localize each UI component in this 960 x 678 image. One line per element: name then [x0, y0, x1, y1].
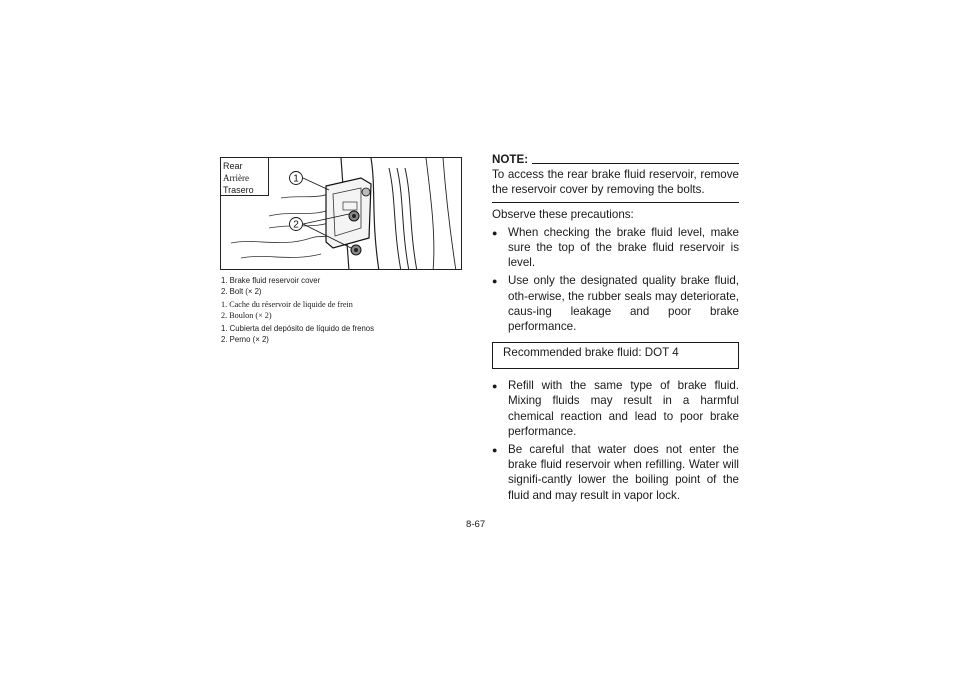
precautions-intro: Observe these precautions: — [492, 207, 634, 221]
label-rear-en: Rear — [223, 161, 243, 171]
caption-en-2: 2. Bolt (× 2) — [221, 286, 262, 296]
bullet-icon: ● — [492, 276, 498, 287]
bullet-icon: ● — [492, 227, 498, 238]
label-rear-es: Trasero — [223, 185, 254, 195]
precaution-item — [492, 378, 739, 439]
precaution-item — [492, 273, 739, 334]
caption-es-2: 2. Perno (× 2) — [221, 334, 269, 344]
precaution-text: When checking the brake fluid level, make sure the top of the brake fluid reservoir is level. — [508, 225, 739, 270]
note-text: To access the rear brake fluid reservoir, remove the reservoir cover by removing the bolts. — [492, 168, 739, 197]
precaution-text: Use only the designated quality brake fluid, oth-erwise, the rubber seals may deteriorate, caus-ing leakage and poor brake performance. — [508, 274, 739, 334]
callout-2: 2 — [293, 219, 299, 231]
recommended-fluid-box — [492, 342, 739, 369]
instructions-column — [492, 152, 739, 503]
note-rule — [532, 163, 739, 164]
caption-english — [221, 276, 461, 297]
caption-en-1: 1. Brake fluid reservoir cover — [221, 276, 321, 285]
caption-fr-2: 2. Boulon (× 2) — [221, 310, 272, 320]
note-label: NOTE: — [492, 153, 529, 166]
bullet-icon: ● — [492, 381, 498, 392]
precaution-text: Be careful that water does not enter the brake fluid reservoir when refilling. Water will signifi-cantly lower the boiling point of the fluid and may result in vapor lock. — [508, 443, 739, 502]
note-end-rule — [492, 202, 739, 203]
caption-french — [221, 300, 461, 321]
brake-reservoir-illustration — [220, 157, 462, 270]
figure-location-labels — [221, 158, 269, 196]
caption-fr-1: 1. Cache du réservoir de liquide de frein — [221, 300, 353, 309]
page-number: 8-67 — [466, 519, 486, 530]
label-rear-fr: Arrière — [223, 173, 249, 183]
callout-1: 1 — [293, 173, 299, 185]
caption-es-1: 1. Cubierta del depósito de líquido de frenos — [221, 324, 375, 333]
note-header — [492, 152, 739, 167]
precaution-text: Refill with the same type of brake fluid. Mixing fluids may result in a harmful chemical reaction and lead to poor brake performance. — [508, 379, 739, 438]
caption-spanish — [221, 324, 461, 345]
precaution-item — [492, 442, 739, 503]
precaution-item — [492, 225, 739, 271]
recommended-fluid-text: Recommended brake fluid: DOT 4 — [503, 346, 679, 360]
figure-captions — [221, 276, 461, 348]
bullet-icon: ● — [492, 445, 498, 456]
